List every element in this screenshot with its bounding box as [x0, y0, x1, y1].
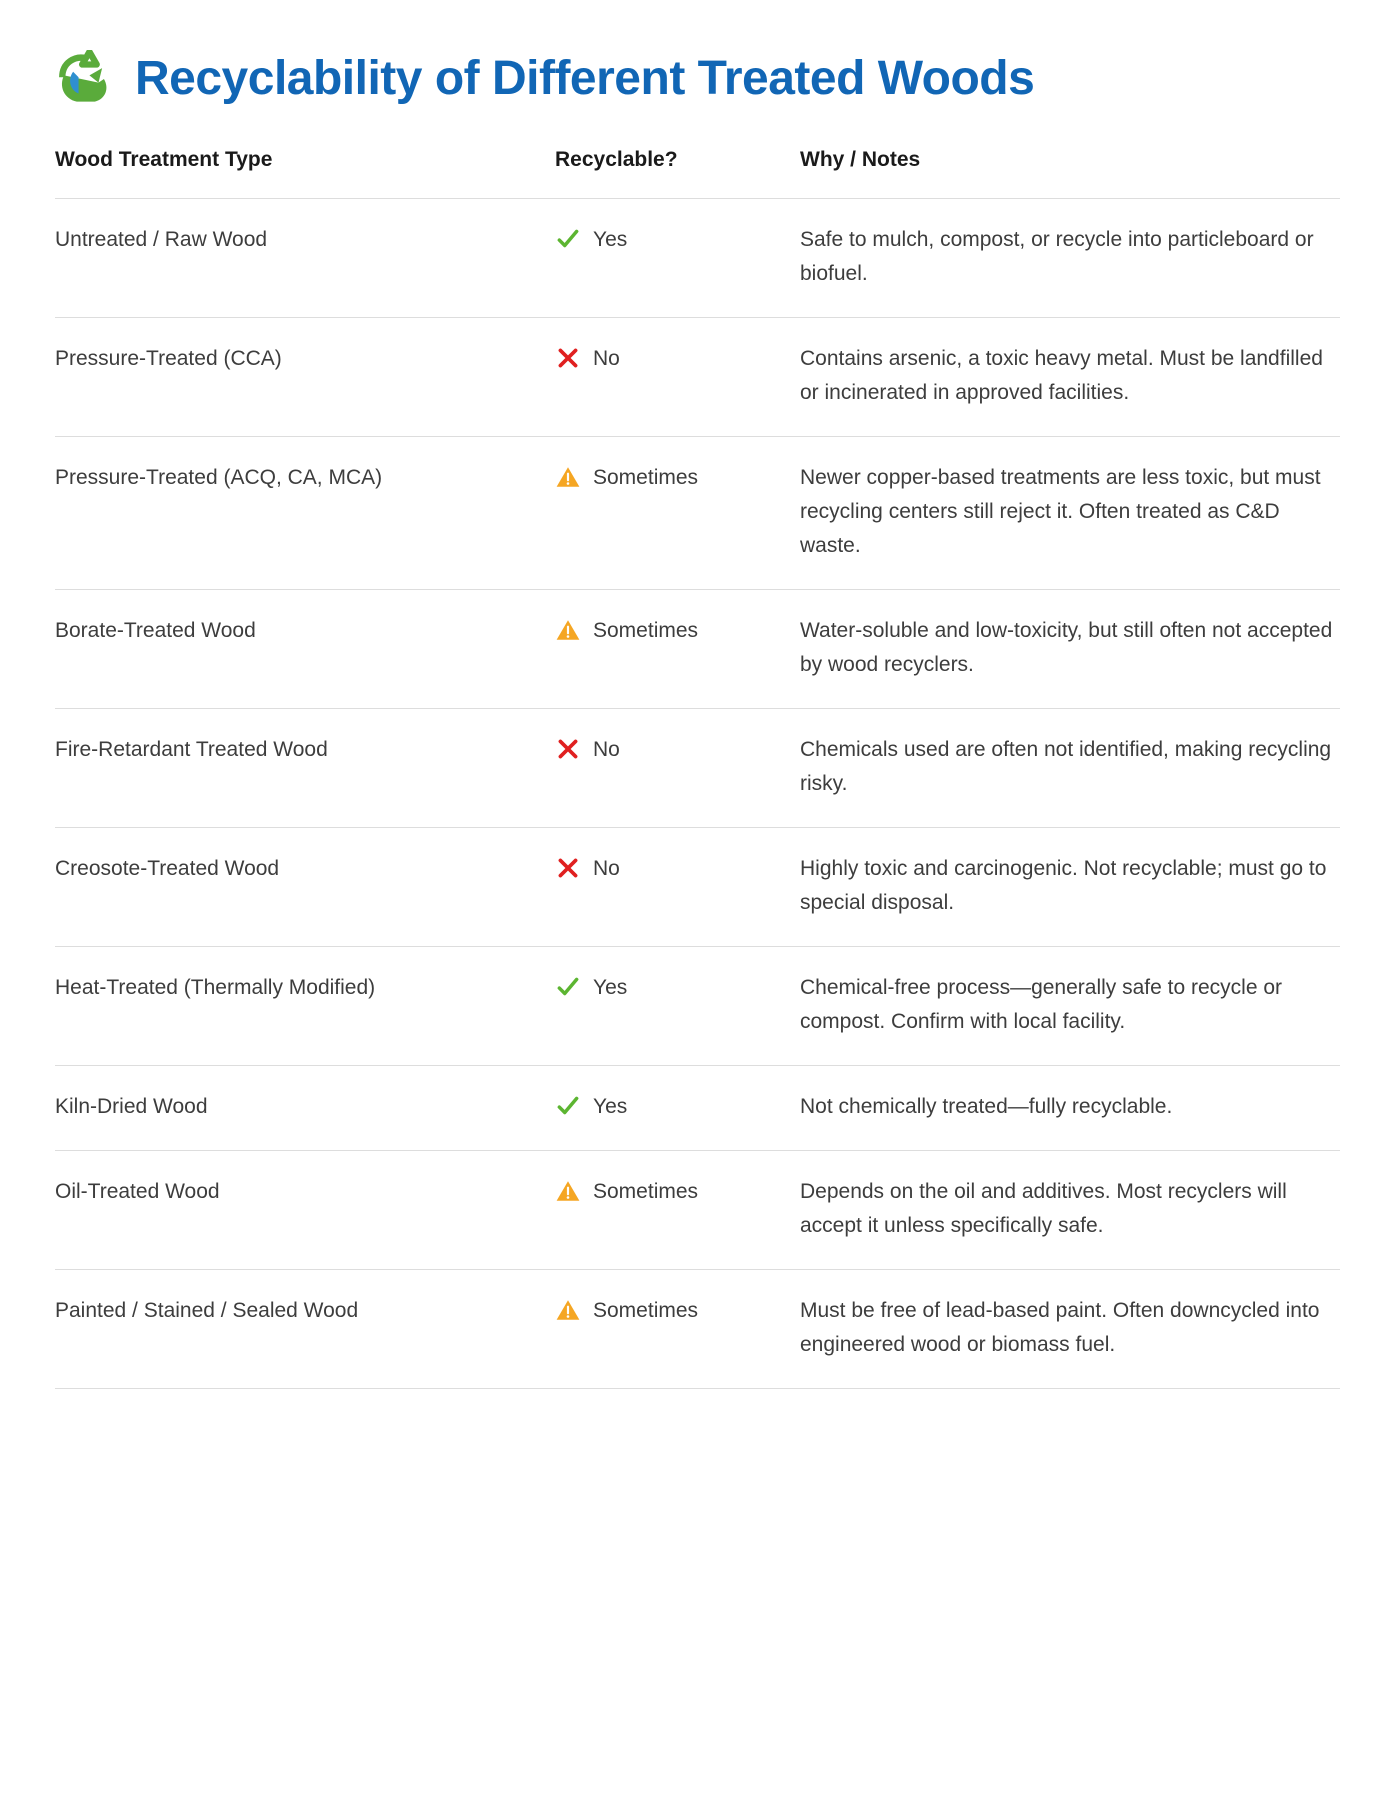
cell-notes: Chemicals used are often not identified, making recycling risky. [800, 709, 1340, 828]
table-row [55, 199, 1340, 318]
status-badge: Sometimes [593, 1180, 699, 1204]
status-badge: Yes [593, 228, 628, 251]
cell-recyclable [555, 947, 800, 1066]
check-icon [555, 974, 581, 1000]
cell-wood-type: Pressure-Treated (ACQ, CA, MCA) [55, 437, 555, 590]
column-header-wood-treatment-type: Wood Treatment Type [55, 148, 273, 171]
cell-notes: Safe to mulch, compost, or recycle into particleboard or biofuel. [800, 199, 1340, 318]
cell-notes: Highly toxic and carcinogenic. Not recyclable; must go to special disposal. [800, 828, 1340, 947]
status-badge: Yes [593, 976, 628, 1000]
column-header-recyclable: Recyclable? [555, 148, 678, 171]
cell-wood-type: Heat-Treated (Thermally Modified) [55, 947, 555, 1066]
cell-notes: Newer copper-based treatments are less toxic, but must recycling centers still reject it. Often treated as C&D waste. [800, 437, 1340, 590]
cell-wood-type: Fire-Retardant Treated Wood [55, 709, 555, 828]
cell-recyclable [555, 199, 800, 318]
page-header [55, 50, 1340, 108]
status-badge: Sometimes [593, 466, 699, 490]
check-icon [555, 226, 581, 252]
table-row [55, 318, 1340, 437]
warning-icon [555, 464, 581, 490]
table-row [55, 828, 1340, 947]
cell-recyclable [555, 1270, 800, 1389]
cell-wood-type: Creosote-Treated Wood [55, 828, 555, 947]
table-row [55, 1151, 1340, 1270]
cell-wood-type: Borate-Treated Wood [55, 590, 555, 709]
check-icon [555, 1093, 581, 1119]
table-row [55, 590, 1340, 709]
status-badge: No [593, 738, 620, 762]
warning-icon [555, 617, 581, 643]
warning-icon [555, 1178, 581, 1204]
page-title: Recyclability of Different Treated Woods [135, 51, 1035, 105]
recyclability-table [55, 148, 1340, 1389]
cross-icon [555, 345, 581, 371]
status-badge: Yes [593, 1095, 628, 1119]
status-badge: No [593, 347, 620, 371]
cell-notes: Water-soluble and low-toxicity, but still often not accepted by wood recyclers. [800, 590, 1340, 709]
cell-notes: Not chemically treated—fully recyclable. [800, 1066, 1340, 1151]
status-badge: No [593, 857, 620, 881]
table-row [55, 947, 1340, 1066]
cross-icon [555, 855, 581, 881]
cell-notes: Must be free of lead-based paint. Often downcycled into engineered wood or biomass fuel. [800, 1270, 1340, 1389]
cell-recyclable [555, 828, 800, 947]
cross-icon [555, 736, 581, 762]
cell-recyclable [555, 1066, 800, 1151]
cell-recyclable [555, 437, 800, 590]
cell-recyclable [555, 1151, 800, 1270]
column-header-why-notes: Why / Notes [800, 148, 921, 171]
table-row [55, 1066, 1340, 1151]
cell-recyclable [555, 590, 800, 709]
cell-notes: Contains arsenic, a toxic heavy metal. Must be landfilled or incinerated in approved facilities. [800, 318, 1340, 437]
cell-wood-type: Pressure-Treated (CCA) [55, 318, 555, 437]
table-row [55, 437, 1340, 590]
cell-recyclable [555, 709, 800, 828]
recycle-leaf-icon [55, 50, 113, 108]
status-badge: Sometimes [593, 619, 699, 643]
cell-recyclable [555, 318, 800, 437]
cell-wood-type: Oil-Treated Wood [55, 1151, 555, 1270]
cell-notes: Depends on the oil and additives. Most recyclers will accept it unless specifically safe. [800, 1151, 1340, 1270]
table-row [55, 1270, 1340, 1389]
table-header-row [55, 148, 1340, 199]
cell-notes: Chemical-free process—generally safe to recycle or compost. Confirm with local facility. [800, 947, 1340, 1066]
cell-wood-type: Untreated / Raw Wood [55, 199, 555, 318]
cell-wood-type: Painted / Stained / Sealed Wood [55, 1270, 555, 1389]
cell-wood-type: Kiln-Dried Wood [55, 1066, 555, 1151]
table-row [55, 709, 1340, 828]
warning-icon [555, 1297, 581, 1323]
status-badge: Sometimes [593, 1299, 699, 1323]
